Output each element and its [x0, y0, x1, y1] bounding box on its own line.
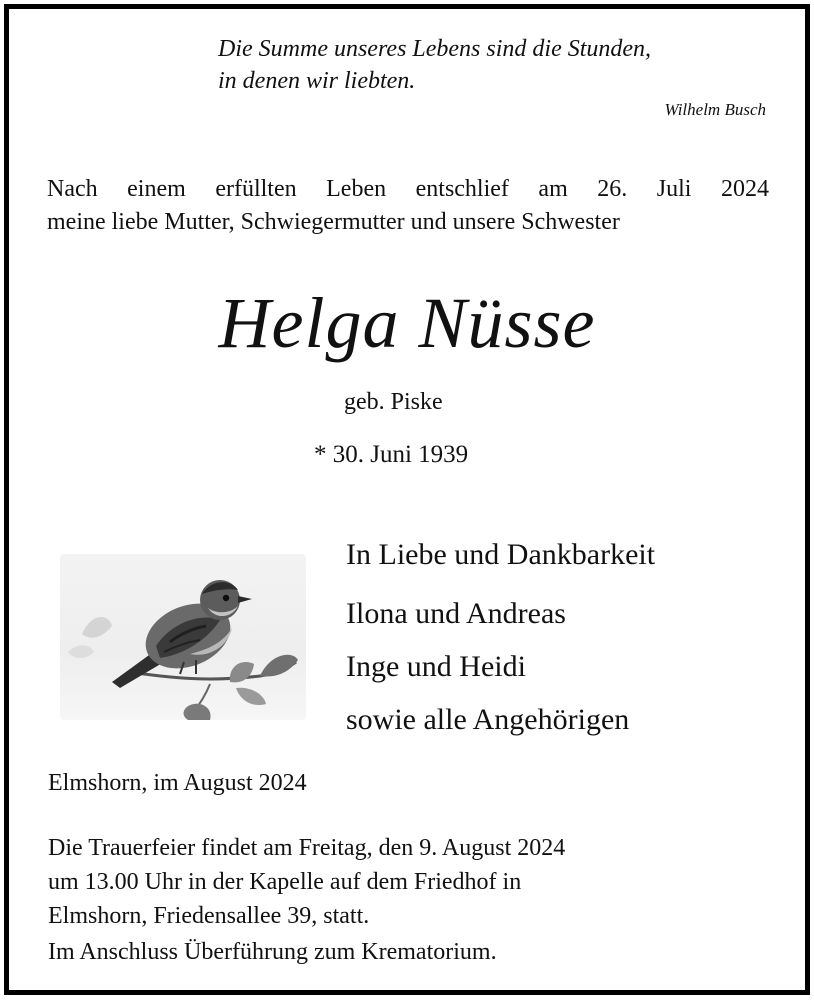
deceased-name: Helga Nüsse: [218, 283, 596, 363]
family-dedication: In Liebe und Dankbarkeit: [346, 538, 656, 571]
service-line-3: Elmshorn, Friedensallee 39, statt.: [48, 903, 370, 929]
family-line-relatives: sowie alle Angehörigen: [346, 703, 630, 736]
quote-line-2: in denen wir liebten.: [218, 68, 416, 94]
family-line-ilona-andreas: Ilona und Andreas: [346, 597, 566, 630]
bird-image: [60, 554, 306, 720]
quote-line-1: Die Summe unseres Lebens sind die Stunden,: [218, 36, 652, 62]
intro-line-1: Nach einem erfüllten Leben entschlief am 26. Juli 2024: [47, 176, 769, 202]
epigraph-quote: [218, 33, 651, 97]
maiden-name: geb. Piske: [344, 389, 443, 415]
service-line-2: um 13.00 Uhr in der Kapelle auf dem Friedhof in: [48, 869, 522, 895]
quote-author: Wilhelm Busch: [664, 100, 766, 119]
place-date: Elmshorn, im August 2024: [48, 770, 307, 796]
service-line-1: Die Trauerfeier findet am Freitag, den 9. August 2024: [48, 835, 566, 861]
intro-text: [47, 173, 769, 239]
birth-date: * 30. Juni 1939: [314, 441, 469, 468]
transfer-info: Im Anschluss Überführung zum Krematorium.: [48, 939, 497, 965]
funeral-service-info: [48, 831, 565, 933]
family-signatures: [346, 528, 655, 746]
intro-line-2: meine liebe Mutter, Schwiegermutter und unsere Schwester: [47, 209, 620, 235]
bird-on-branch-icon: [60, 554, 306, 720]
family-line-inge-heidi: Inge und Heidi: [346, 650, 526, 683]
